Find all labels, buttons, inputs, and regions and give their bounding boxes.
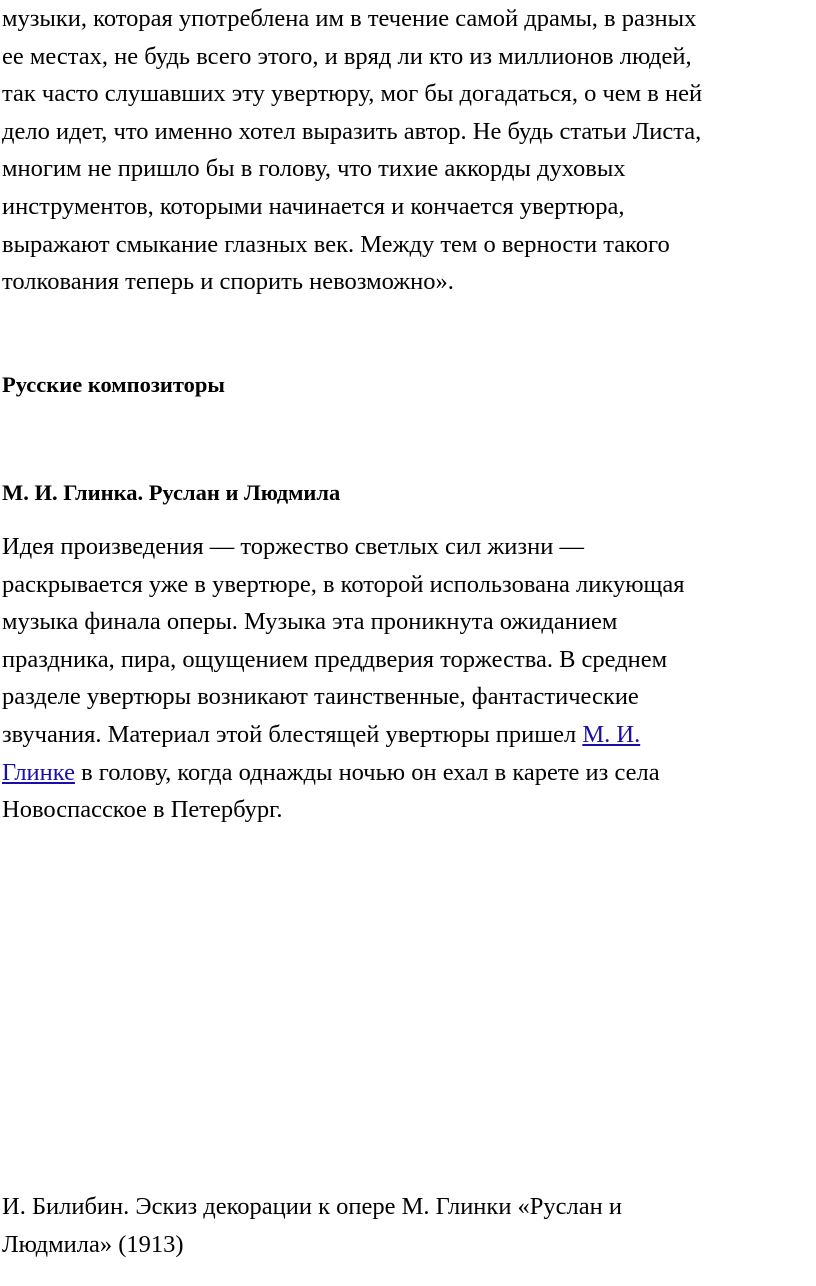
- glinka-link[interactable]: М. И.: [582, 720, 641, 748]
- text-line: дело идет, что именно хотел выразить автор. Не будь статьи Листа,: [2, 117, 702, 145]
- text-line: так часто слушавших эту увертюру, мог бы догадаться, о чем в ней: [2, 80, 703, 108]
- text-line: разделе увертюры возникают таинственные, фантастические: [2, 683, 639, 711]
- caption-line: Людмила» (1913): [2, 1230, 184, 1258]
- text-line: музыки, которая употреблена им в течение самой драмы, в разных: [2, 5, 697, 32]
- text-line: праздника, пира, ощущением преддверия торжества. В среднем: [2, 645, 668, 673]
- text-segment: звучания. Материал этой блестящей увертюры пришел: [2, 720, 583, 748]
- text-line: выражают смыкание глазных век. Между тем о верности такого: [2, 230, 670, 258]
- illustration-placeholder: [0, 840, 816, 1170]
- text-line: раскрывается уже в увертюре, в которой использована ликующая: [2, 570, 685, 598]
- text-line: Новоспасское в Петербург.: [2, 796, 283, 824]
- section-heading: Русские композиторы: [2, 372, 225, 397]
- text-line: Идея произведения — торжество светлых сил жизни —: [2, 533, 584, 560]
- work-heading: М. И. Глинка. Руслан и Людмила: [2, 480, 341, 505]
- intro-paragraph: [2, 0, 812, 301]
- text-line: музыка финала оперы. Музыка эта проникнута ожиданием: [2, 608, 618, 636]
- glinka-link-continued[interactable]: Глинке: [2, 758, 75, 786]
- text-line: инструментов, которыми начинается и кончается увертюра,: [2, 192, 625, 220]
- text-line: толкования теперь и спорить невозможно».: [2, 268, 454, 296]
- text-line: многим не пришло бы в голову, что тихие аккорды духовых: [2, 155, 626, 183]
- text-line-with-link: [2, 754, 812, 792]
- caption-line: И. Билибин. Эскиз декорации к опере М. Глинки «Руслан и: [2, 1193, 623, 1220]
- text-line: ее местах, не будь всего этого, и вряд ли кто из миллионов людей,: [2, 42, 692, 70]
- text-segment: в голову, когда однажды ночью он ехал в карете из села: [74, 758, 660, 786]
- image-caption: [2, 1188, 812, 1263]
- body-paragraph: [2, 528, 812, 829]
- text-line-with-link: [2, 716, 812, 754]
